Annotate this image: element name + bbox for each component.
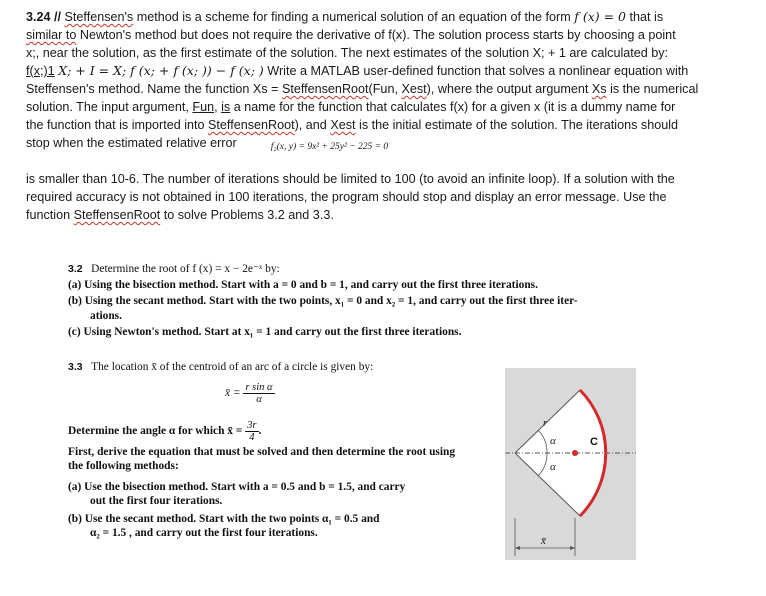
word-steffensen: Steffensen's <box>64 10 134 24</box>
problem-line-4: f(x;)1 X; + I = X; f (x; + f (x; )) − f (x; ) Write a MATLAB user-defined function that solves a nonlinear equation with <box>26 63 689 78</box>
centroid-point <box>572 450 578 456</box>
problem-line-8: stop when the estimated relative error f₂(x, y) = 9x² + 25y² − 225 = 0 <box>26 136 389 152</box>
problem-para-2-line-1: is smaller than 10-6. The number of iterations should be limited to 100 (to avoid an infinite loop). If a solution with the <box>26 172 675 186</box>
problem-3-3-first: First, derive the equation that must be solved and then determine the root using <box>68 446 456 458</box>
problem-3-2-b: (b) Using the secant method. Start with the two points, x₁ = 0 and x₂ = 1, and carry out the first three iter- <box>68 295 578 307</box>
problem-line-6: solution. The input argument, Fun, is a name for the function that calculates f(x) for a given x (it is a dummy name for <box>26 100 676 114</box>
problem-3-3-title: 3.3 The location x̄ of the centroid of an arc of a circle is given by: <box>68 361 374 373</box>
label-r: r <box>543 418 547 429</box>
problem-para-2-line-3: function SteffensenRoot to solve Problems 3.2 and 3.3. <box>26 208 334 222</box>
problem-line-2: similar to Newton's method but does not require the derivative of f(x). The solution process starts by choosing a point <box>26 28 676 42</box>
problem-line-7: the function that is imported into SteffensenRoot), and Xest is the initial estimate of the solution. The iterations should <box>26 118 679 132</box>
problem-3-3-a: (a) Use the bisection method. Start with a = 0.5 and b = 1.5, and carry <box>68 481 406 493</box>
problem-3-3-b: (b) Use the secant method. Start with the two points α₁ = 0.5 and <box>68 513 380 525</box>
arc-diagram <box>505 368 636 560</box>
problem-3-3-first-cont: the following methods: <box>68 460 179 472</box>
label-C: C <box>590 436 598 448</box>
problem-line-5: Steffensen's method. Name the function Xs = SteffensenRoot(Fun, Xest), where the output argument Xs is the numerical <box>26 82 699 96</box>
arc-centroid-figure <box>505 368 636 560</box>
label-alpha-bottom: α <box>550 461 556 473</box>
problem-statement <box>26 8 748 224</box>
label-xbar: x̄ <box>541 535 546 547</box>
problem-line-3: x;, near the solution, as the first estimate of the solution. The next estimates of the solution X; + 1 are calculated by: <box>26 46 669 60</box>
problem-line-1: 3.24 // Steffensen's method is a scheme for finding a numerical solution of an equation of the form f (x) = 0 that is <box>26 9 664 24</box>
problem-3-3-determine: Determine the angle α for which x̄ = $\frac{3r}{4}$ . <box>68 420 262 443</box>
problem-3-3-a-cont: out the first four iterations. <box>90 495 223 507</box>
inline-equation: f₂(x, y) = 9x² + 25y² − 225 = 0 <box>270 142 389 152</box>
problem-3-3-b-cont: α₂ = 1.5 , and carry out the first four iterations. <box>90 527 318 539</box>
problem-para-2-line-2: required accuracy is not obtained in 100 iterations, the program should stop and display an error message. Use the <box>26 190 667 204</box>
problem-3-2-c: (c) Using Newton's method. Start at x₁ = 1 and carry out the first three iterations. <box>68 326 462 338</box>
centroid-formula: x̄ = $\frac{\text{r sin α}}{\alpha}$ <box>225 382 273 405</box>
problem-3-2-title: 3.2 Determine the root of f (x) = x − 2e⁻ˣ by: <box>68 263 280 275</box>
label-alpha-top: α <box>550 435 556 447</box>
problem-3-2-a: (a) Using the bisection method. Start with a = 0 and b = 1, and carry out the first three iterations. <box>68 279 538 291</box>
problem-3-2-b-cont: ations. <box>90 310 122 322</box>
